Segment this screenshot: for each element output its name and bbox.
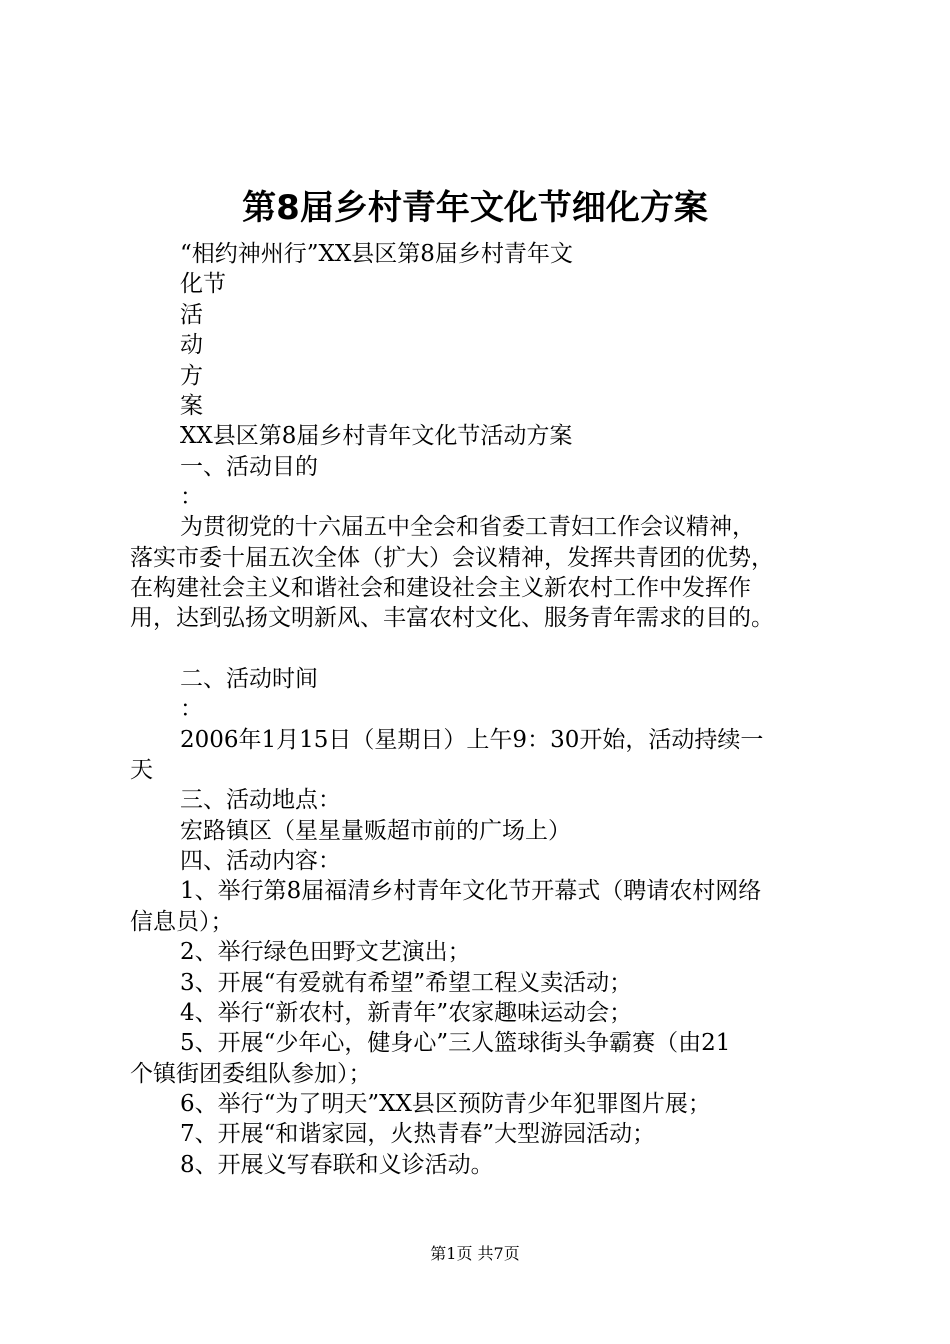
purpose-line-2: 落实市委十届五次全体（扩大）会议精神，发挥共青团的优势， (130, 545, 774, 571)
purpose-line-4: 用，达到弘扬文明新风、丰富农村文化、服务青年需求的目的。 (130, 605, 774, 631)
content-item-5-cont: 个镇街团委组队参加）； (130, 1061, 372, 1087)
section-colon: ： (180, 696, 203, 722)
purpose-line-1: 为贯彻党的十六届五中全会和省委工青妇工作会议精神， (180, 514, 755, 540)
content-item-6: 6、举行“为了明天”XX县区预防青少年犯罪图片展； (180, 1091, 711, 1117)
section-heading-location: 三、活动地点： (180, 787, 341, 813)
subtitle-char-2: 动 (180, 332, 203, 358)
section-heading-time: 二、活动时间 (180, 666, 318, 692)
document-title: 第8届乡村青年文化节细化方案 (242, 188, 708, 228)
content-item-7: 7、开展“和谐家园，火热青春”大型游园活动； (180, 1121, 656, 1147)
content-item-1: 1、举行第8届福清乡村青年文化节开幕式（聘请农村网络 (180, 878, 762, 904)
time-line-2: 天 (130, 757, 153, 783)
plan-heading: XX县区第8届乡村青年文化节活动方案 (180, 423, 573, 449)
subtitle-char-3: 方 (180, 363, 203, 389)
content-item-1-cont: 信息员）； (130, 909, 234, 935)
section-colon: ： (180, 484, 203, 510)
subtitle-char-4: 案 (180, 393, 203, 419)
content-item-3: 3、开展“有爱就有希望”希望工程义卖活动； (180, 970, 633, 996)
content-item-8: 8、开展义写春联和义诊活动。 (180, 1152, 494, 1178)
subtitle-char-1: 活 (180, 302, 203, 328)
subtitle-line-2: 化节 (180, 271, 226, 297)
page-indicator: 第1页 共7页 (430, 1244, 520, 1263)
purpose-line-3: 在构建社会主义和谐社会和建设社会主义新农村工作中发挥作 (130, 575, 751, 601)
location-text: 宏路镇区（星星量贩超市前的广场上） (180, 818, 571, 844)
content-item-5: 5、开展“少年心，健身心”三人篮球街头争霸赛（由21 (180, 1030, 731, 1056)
section-heading-content: 四、活动内容： (180, 848, 341, 874)
section-heading-purpose: 一、活动目的 (180, 454, 318, 480)
content-item-4: 4、举行“新农村，新青年”农家趣味运动会； (180, 1000, 633, 1026)
time-line-1: 2006年1月15日（星期日）上午9：30开始，活动持续一 (180, 727, 764, 753)
subtitle-line-1: “相约神州行”XX县区第8届乡村青年文 (180, 241, 573, 267)
page-footer (0, 1243, 950, 1265)
content-item-2: 2、举行绿色田野文艺演出； (180, 939, 471, 965)
